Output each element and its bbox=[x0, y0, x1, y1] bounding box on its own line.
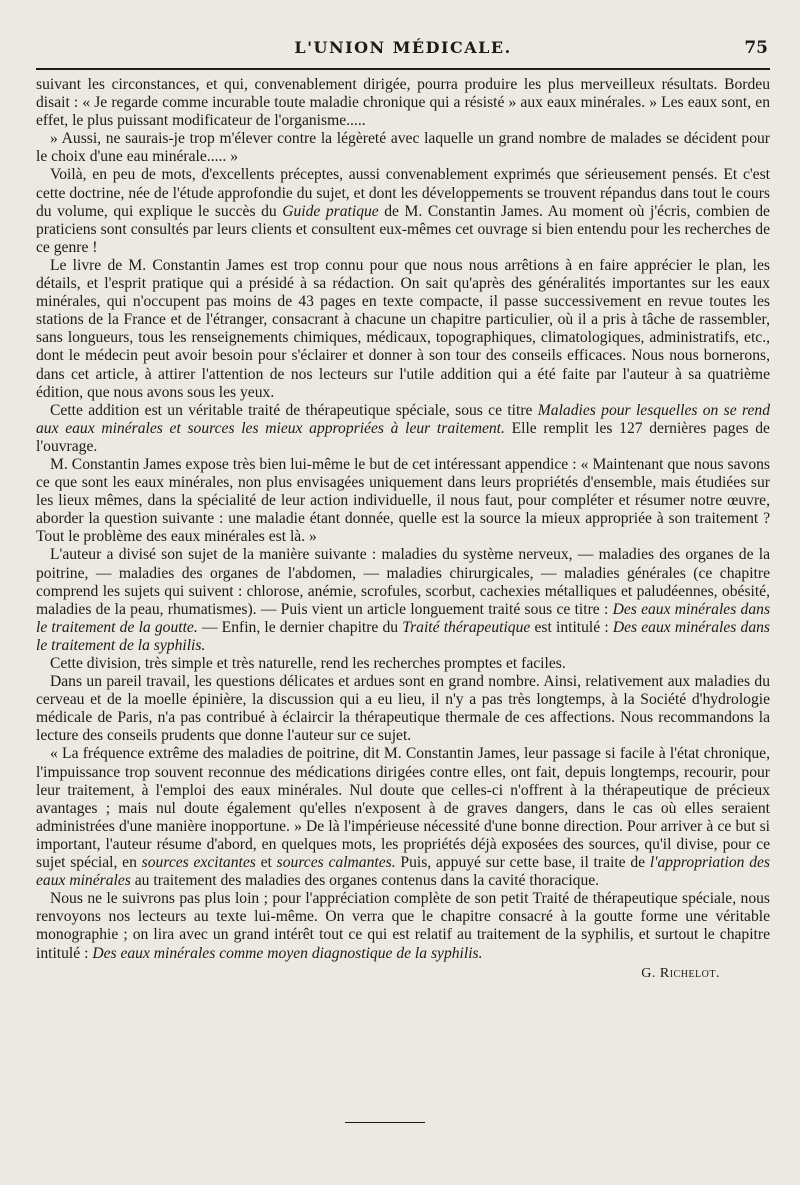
header-rule bbox=[36, 68, 770, 70]
text-run: Cette division, très simple et très naturelle, rend les recherches promptes et faciles. bbox=[50, 655, 566, 672]
paragraph bbox=[36, 655, 770, 673]
paragraph bbox=[36, 456, 770, 546]
italic-run: Guide pratique bbox=[282, 202, 379, 220]
italic-run: sources calmantes. bbox=[276, 854, 396, 872]
italic-run: Des eaux minérales dans le traitement de la goutte. bbox=[36, 600, 771, 636]
text-run: Puis, appuyé sur cette base, il traite de bbox=[395, 854, 650, 872]
paragraph bbox=[36, 890, 770, 962]
italic-run: Des eaux minérales dans le traitement de la syphilis. bbox=[36, 618, 770, 654]
text-run: Dans un pareil travail, les questions délicates et ardues sont en grand nombre. Ainsi, relativement aux maladies du cerveau et de la moelle épinière, la discussion qui a eu lieu, il n'y a pas très longtemps, à la Société d'hydrologie médicale de Paris, n'a pas contribué à éclaircir la thérapeutique thermale de ces affections. Nous recommandons la lecture des conseils prudents que donne l'auteur sur ce sujet. bbox=[36, 673, 770, 745]
paragraph bbox=[36, 673, 770, 745]
text-run: au traitement des maladies des organes contenus dans la cavité thoracique. bbox=[130, 872, 600, 890]
text-run: M. Constantin James expose très bien lui-même le but de cet intéressant appendice : « Maintenant que nous savons ce que sont les eaux minérales, non plus envisagées uniquement dans leurs propriétés d'ensemble, mais étudiées sur les lieux mêmes, dans la spécialité de leur action individuelle, il nous faut, pour compléter et résumer notre œuvre, aborder la question suivante : une maladie étant donnée, quelle est la source la mieux appropriée à son traitement ? Tout le problème des eaux minérales est là. » bbox=[36, 455, 770, 546]
text-run: Nous ne le suivrons pas plus loin ; pour l'appréciation complète de son petit Traité de thérapeutique spéciale, nous renvoyons nos lecteurs au texte lui-même. On verra que le chapitre consacré à la goutte forme une véritable monographie ; on lira avec un grand intérêt tout ce qui est relatif au traitement de la syphilis, et surtout le chapitre intitulé : bbox=[36, 890, 770, 962]
italic-run: sources excitantes bbox=[141, 854, 256, 872]
italic-run: l'appropriation des eaux minérales bbox=[36, 854, 770, 890]
text-run: est intitulé : bbox=[530, 618, 613, 636]
paragraph bbox=[36, 745, 770, 890]
text-run: Voilà, en peu de mots, d'excellents préceptes, aussi convenablement exprimés que sérieusement pensés. Et c'est cette doctrine, née de l'étude approfondie du sujet, et dont les développements se trouvent répandus dans tout le cours du volume, qui explique le succès du bbox=[36, 166, 770, 220]
text-run: L'auteur a divisé son sujet de la manière suivante : maladies du système nerveux, — maladies des organes de la poitrine, — maladies des organes de l'abdomen, — maladies chirurgicales, — maladies générales (ce chapitre comprend les sujets qui suivent : chlorose, anémie, scrofules, scorbut, cachexies métalliques et paludéennes, obésité, maladies de la peau, rhumatismes). — Puis vient un article longuement traité sous ce titre : bbox=[36, 546, 770, 618]
text-run: suivant les circonstances, et qui, convenablement dirigée, pourra produire les plus merveilleux résultats. Bordeu disait : « Je regarde comme incurable toute maladie chronique qui a résisté » aux eaux minérales. » Les eaux sont, en effet, le plus puissant modificateur de l'organisme..... bbox=[36, 76, 770, 130]
paragraph bbox=[36, 76, 770, 130]
paragraph bbox=[36, 257, 770, 402]
text-run: Elle remplit les 127 dernières pages de l'ouvrage. bbox=[36, 419, 770, 455]
paragraph bbox=[36, 130, 770, 166]
text-run: et bbox=[255, 854, 277, 872]
italic-run: Maladies pour lesquelles on se rend aux eaux minérales et sources les mieux appropriées à leur traitement. bbox=[36, 401, 770, 437]
author-signature: G. Richelot. bbox=[641, 965, 720, 981]
paragraph bbox=[36, 166, 770, 256]
text-run: Le livre de M. Constantin James est trop connu pour que nous nous arrêtions à en faire apprécier le plan, les détails, et l'esprit pratique qui a présidé à sa rédaction. On sait qu'après des généralités importantes sur les eaux minérales, qui n'occupent pas moins de 43 pages en texte compacte, il passe successivement en revue toutes les stations de la France et de l'étranger, consacrant à chacune un chapitre particulier, où il a pris à tâche de rassembler, sans longueurs, tous les renseignements chimiques, médicaux, topographiques, climatologiques, administratifs, etc., dont le médecin peut avoir besoin pour s'éclairer et donner à son tour des conseils efficaces. Nous nous bornerons, dans cet article, à attirer l'attention de nos lecteurs sur l'utile addition qui a été faite par l'auteur à sa quatrième édition, que nous avons sous les yeux. bbox=[36, 256, 770, 401]
article-body bbox=[36, 76, 770, 983]
paragraph bbox=[36, 546, 770, 655]
page-number: 75 bbox=[744, 38, 768, 58]
paragraph bbox=[36, 402, 770, 456]
italic-run: Traité thérapeutique bbox=[402, 618, 531, 636]
end-rule bbox=[345, 1122, 425, 1123]
text-run: Cette addition est un véritable traité de thérapeutique spéciale, sous ce titre bbox=[50, 401, 538, 419]
text-run: « La fréquence extrême des maladies de poitrine, dit M. Constantin James, leur passage si facile à l'état chronique, l'impuissance trop souvent reconnue des médications dirigées contre elles, ont fait, depuis longtemps, recourir, pour leur traitement, à l'emploi des eaux minérales. Nul doute que celles-ci n'offrent à la thérapeutique de précieux avantages ; mais nul doute également qu'elles n'exposent à de graves dangers, dans le cas où elles seraient administrées d'une manière inopportune. » De là l'impérieuse nécessité d'une bonne direction. Pour arriver à ce but si important, l'auteur résume d'abord, en quelques mots, les propriétés déjà exposées des sources, qu'il divise, pour ce sujet spécial, en bbox=[36, 745, 770, 872]
text-run: — Enfin, le dernier chapitre du bbox=[197, 618, 403, 636]
text-run: » Aussi, ne saurais-je trop m'élever contre la légèreté avec laquelle un grand nombre de malades se décident pour le choix d'une eau minérale..... » bbox=[36, 130, 770, 166]
italic-run: Des eaux minérales comme moyen diagnostique de la syphilis. bbox=[92, 944, 483, 962]
running-header bbox=[36, 38, 770, 64]
text-run: de M. Constantin James. Au moment où j'écris, combien de praticiens sont consultés par leurs clients et consultent eux-mêmes cet ouvrage si bien entendu pour les recherches de ce genre ! bbox=[36, 202, 770, 256]
running-title: L'UNION MÉDICALE. bbox=[294, 38, 512, 57]
